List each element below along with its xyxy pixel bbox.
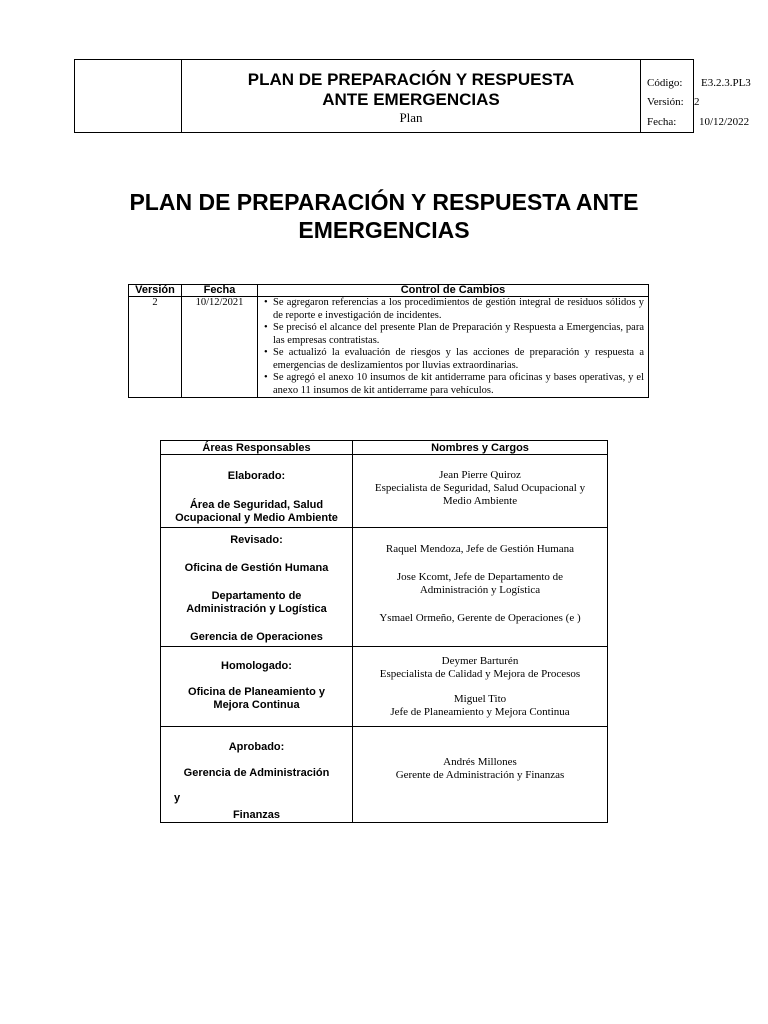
document-header bbox=[74, 59, 751, 133]
codigo-row bbox=[647, 77, 751, 90]
homologado-person2-role: Jefe de Planeamiento y Mejora Continua bbox=[390, 706, 570, 718]
aprobado-names-cell bbox=[353, 727, 608, 823]
homologado-area-cell bbox=[161, 647, 353, 727]
aprobado-area-line1: Gerencia de Administración bbox=[183, 767, 330, 779]
list-item: • Se agregaron referencias a los procedimientos de gestión integral de residuos sólidos y de reporte e investigación de incidentes. bbox=[264, 297, 644, 321]
revisado-person2-line1: Jose Kcomt, Jefe de Departamento de bbox=[396, 571, 564, 583]
logo-area bbox=[75, 60, 182, 132]
revisado-area1: Oficina de Gestión Humana bbox=[184, 562, 329, 574]
elaborado-area-line1: Área de Seguridad, Salud bbox=[189, 499, 324, 511]
page-title: PLAN DE PREPARACIÓN Y RESPUESTA ANTE EMERGENCIAS bbox=[129, 189, 639, 243]
elaborado-label: Elaborado: bbox=[227, 470, 286, 482]
revisado-names-cell bbox=[353, 528, 608, 647]
changes-cell bbox=[258, 297, 649, 398]
revisado-area2-line2: Administración y Logística bbox=[186, 603, 327, 615]
header-title-block bbox=[182, 60, 641, 132]
homologado-person1-name: Deymer Barturén bbox=[441, 655, 519, 667]
fecha-value: 10/12/2022 bbox=[699, 116, 750, 128]
homologado-person2-name: Miguel Tito bbox=[453, 693, 507, 705]
elaborado-person-name: Jean Pierre Quiroz bbox=[439, 469, 521, 481]
header-title-line1: PLAN DE PREPARACIÓN Y RESPUESTA bbox=[247, 70, 575, 89]
table-row bbox=[161, 455, 608, 528]
fecha-row bbox=[647, 116, 750, 129]
aprobado-area-line3: Finanzas bbox=[232, 809, 281, 821]
homologado-names-cell bbox=[353, 647, 608, 727]
homologado-label: Homologado: bbox=[221, 660, 292, 672]
table-header-row bbox=[129, 285, 649, 297]
revisado-label: Revisado: bbox=[230, 534, 283, 546]
revisado-area2-line1: Departamento de bbox=[211, 590, 302, 602]
fecha-cell: 10/12/2021 bbox=[182, 297, 258, 398]
version-cell: 2 bbox=[129, 297, 182, 398]
changes-list bbox=[258, 297, 648, 397]
col-header-control: Control de Cambios bbox=[258, 285, 649, 297]
col-header-version: Versión bbox=[129, 285, 182, 297]
revisado-person3: Ysmael Ormeño, Gerente de Operaciones (e ) bbox=[379, 612, 581, 624]
elaborado-person-role-line1: Especialista de Seguridad, Salud Ocupacional y bbox=[374, 482, 586, 494]
aprobado-person-role: Gerente de Administración y Finanzas bbox=[395, 769, 565, 781]
table-row bbox=[161, 727, 608, 823]
elaborado-person-role-line2: Medio Ambiente bbox=[442, 495, 518, 507]
col-header-areas: Áreas Responsables bbox=[161, 441, 353, 455]
table-header-row bbox=[161, 441, 608, 455]
revisado-area-cell bbox=[161, 528, 353, 647]
elaborado-area-line2: Ocupacional y Medio Ambiente bbox=[175, 512, 338, 524]
col-header-nombres: Nombres y Cargos bbox=[353, 441, 608, 455]
responsibles-table bbox=[160, 440, 608, 823]
aprobado-label: Aprobado: bbox=[228, 741, 285, 753]
revisado-person2-line2: Administración y Logística bbox=[419, 584, 541, 596]
aprobado-person-name: Andrés Millones bbox=[443, 756, 517, 768]
codigo-label: Código: bbox=[647, 77, 683, 89]
header-title-line2: ANTE EMERGENCIAS bbox=[322, 90, 500, 109]
revisado-person1: Raquel Mendoza, Jefe de Gestión Humana bbox=[385, 543, 575, 555]
version-value: 2 bbox=[694, 96, 700, 108]
homologado-area-line1: Oficina de Planeamiento y bbox=[188, 686, 325, 698]
version-label: Versión: bbox=[647, 96, 684, 108]
table-row bbox=[129, 297, 649, 398]
aprobado-area-line2: y bbox=[174, 792, 181, 804]
aprobado-area-cell bbox=[161, 727, 353, 823]
col-header-fecha: Fecha bbox=[182, 285, 258, 297]
list-item: • Se agregó el anexo 10 insumos de kit antiderrame para oficinas y bases operativas, y el anexo 11 insumos de kit antiderrame para vehículos. bbox=[264, 372, 644, 396]
change-control-table bbox=[128, 284, 649, 398]
codigo-value: E3.2.3.PL3 bbox=[701, 77, 751, 89]
homologado-area-line2: Mejora Continua bbox=[213, 699, 300, 711]
list-item: • Se actualizó la evaluación de riesgos y las acciones de preparación y respuesta a emergencias de deslizamientos por lluvias extraordinarias. bbox=[264, 347, 644, 371]
elaborado-area-cell bbox=[161, 455, 353, 528]
header-meta bbox=[641, 60, 751, 132]
header-subtitle: Plan bbox=[399, 110, 423, 125]
revisado-area3: Gerencia de Operaciones bbox=[190, 631, 323, 643]
table-row bbox=[161, 528, 608, 647]
homologado-person1-role: Especialista de Calidad y Mejora de Procesos bbox=[379, 668, 581, 680]
list-item: • Se precisó el alcance del presente Plan de Preparación y Respuesta a Emergencias, para las empresas contratistas. bbox=[264, 322, 644, 346]
version-row bbox=[647, 96, 700, 109]
fecha-label: Fecha: bbox=[647, 116, 677, 128]
table-row bbox=[161, 647, 608, 727]
elaborado-names-cell bbox=[353, 455, 608, 528]
